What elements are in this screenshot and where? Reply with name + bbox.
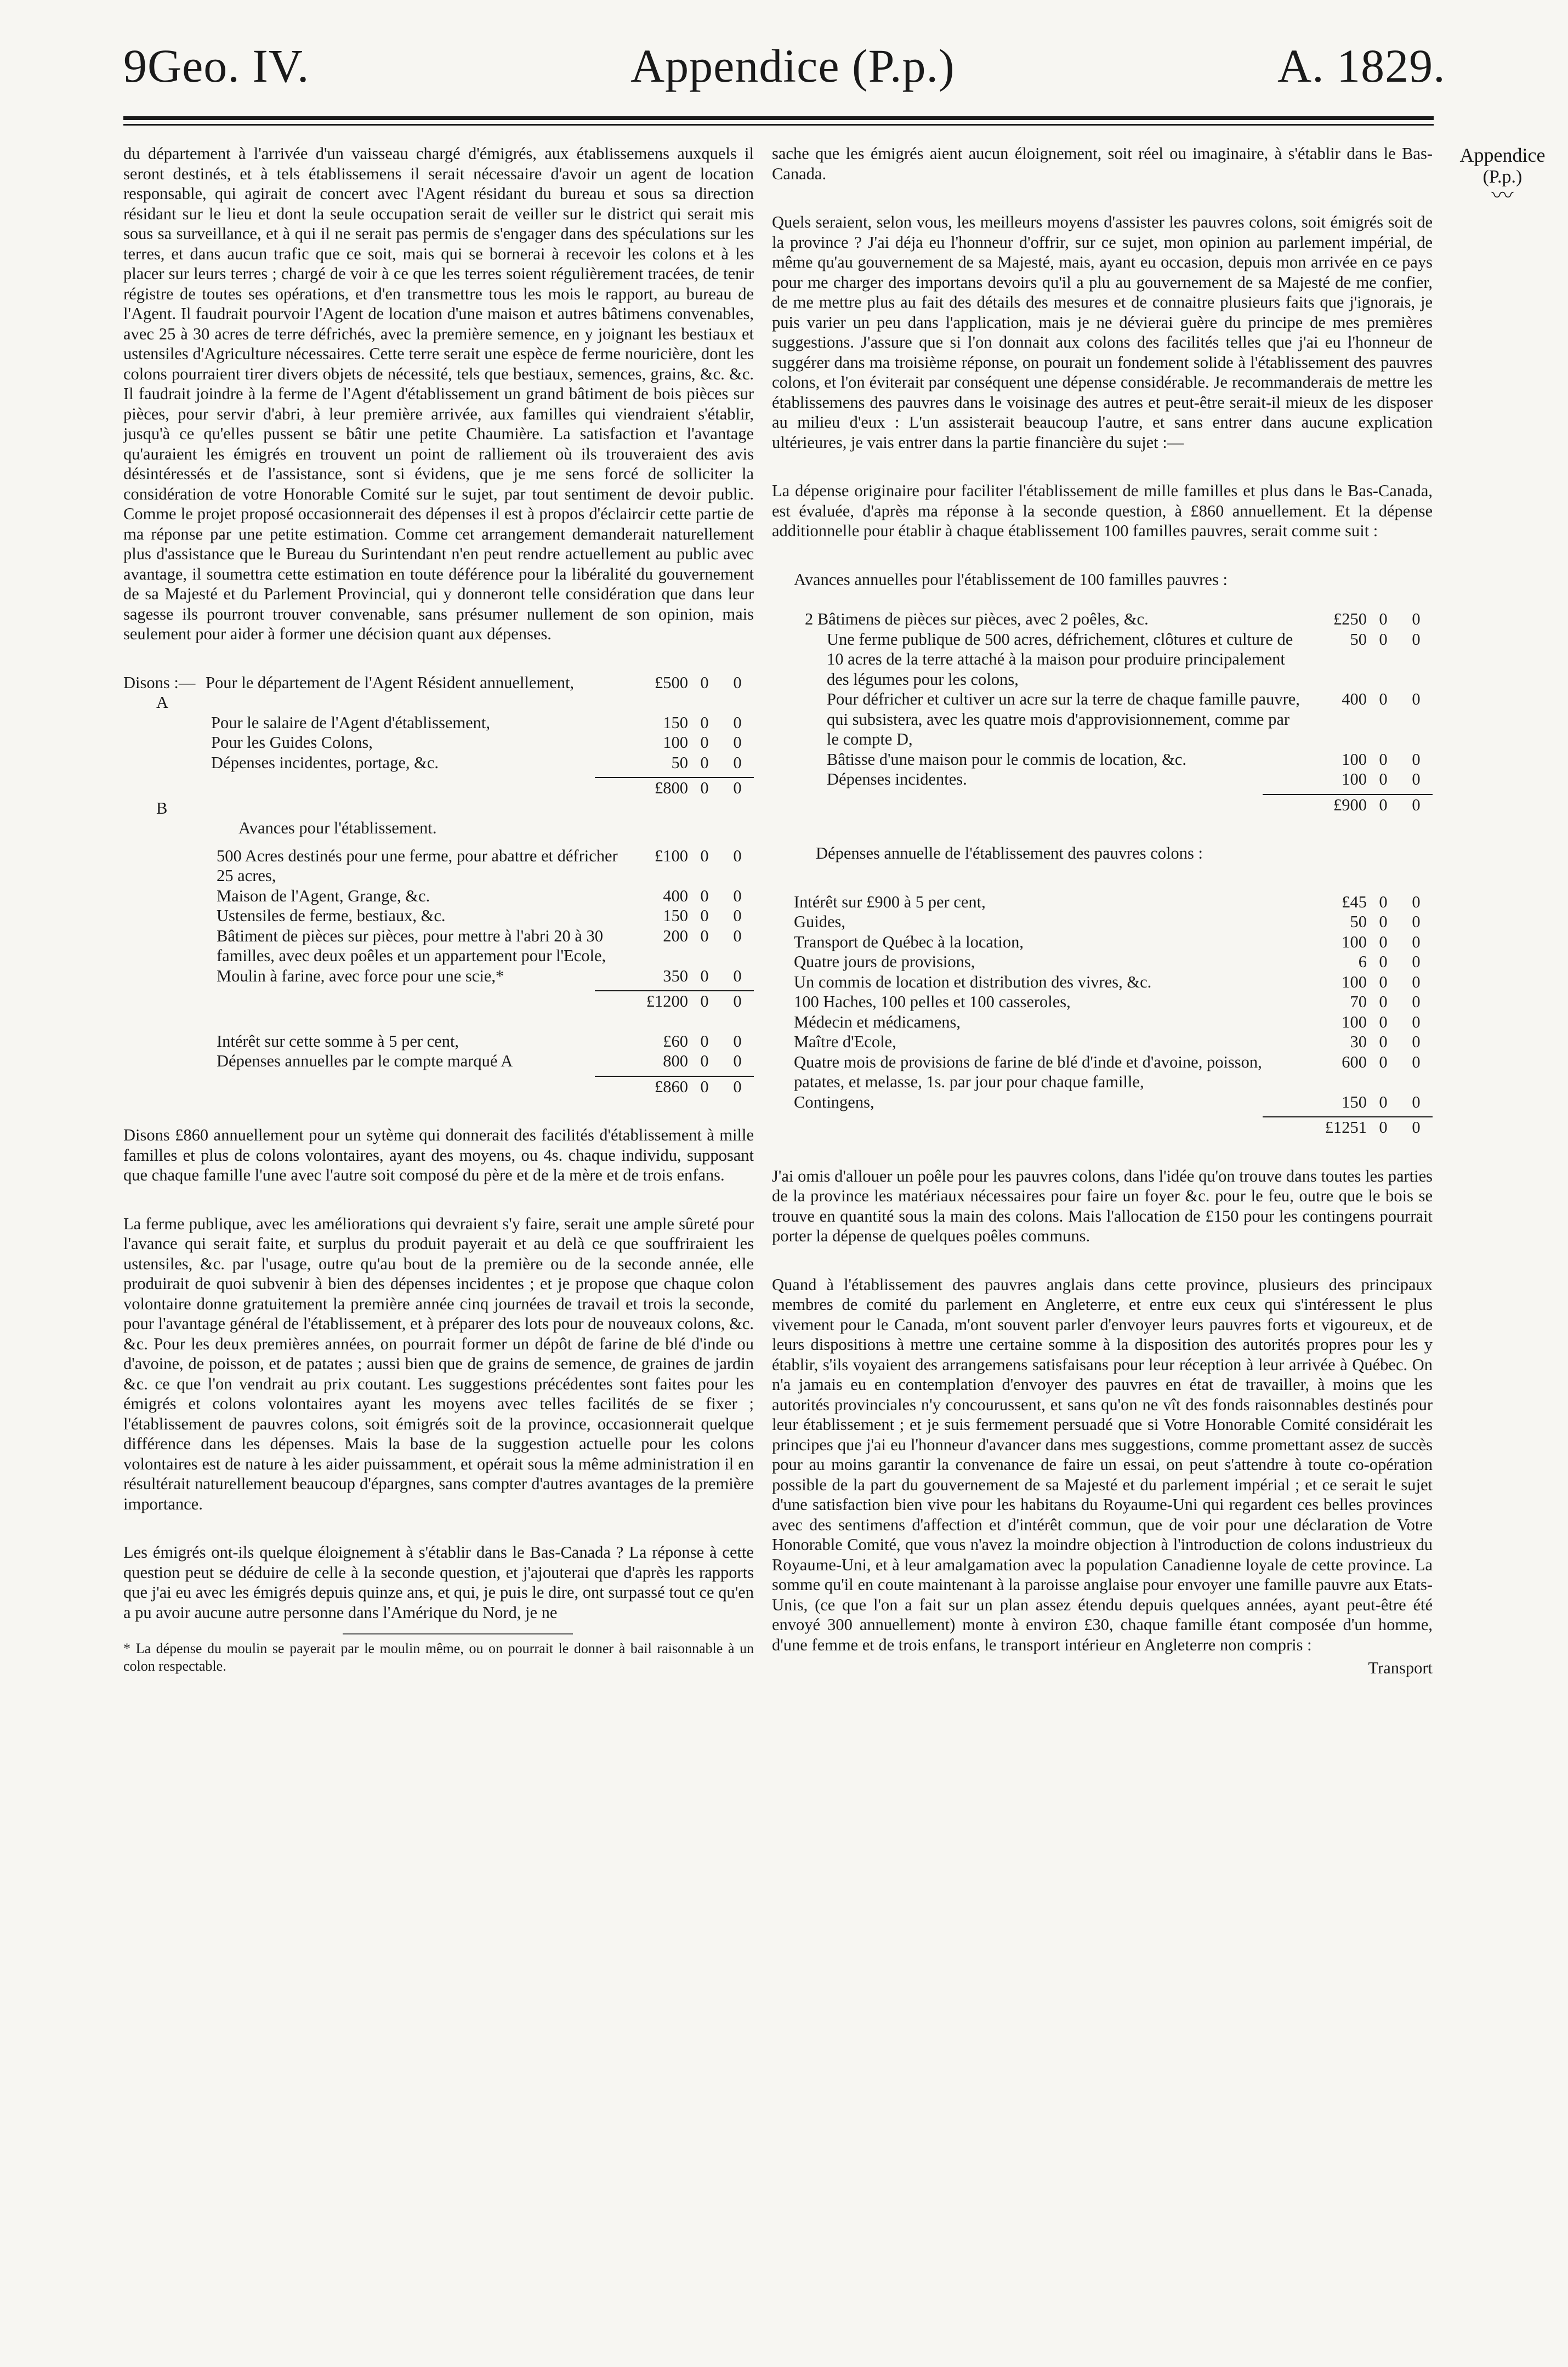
- table-shillings: 0: [700, 926, 709, 945]
- table-amount: 6: [1358, 952, 1367, 971]
- table-shillings: 0: [1379, 750, 1388, 769]
- left-column: [123, 144, 754, 1675]
- table-desc: Pour le salaire de l'Agent d'établissement,: [211, 713, 491, 732]
- table-amount: 100: [1342, 1012, 1367, 1031]
- table-desc: Transport de Québec à la location,: [794, 932, 1024, 951]
- table-pence: 0: [1412, 1052, 1421, 1071]
- table-row: [772, 932, 1433, 952]
- table-shillings: 0: [700, 1077, 709, 1096]
- table-amount: £860: [655, 1077, 688, 1096]
- table-amount: 100: [663, 733, 688, 752]
- avances-title: Avances annuelles pour l'établissement de 100 familles pauvres :: [794, 570, 1228, 589]
- table-shillings: 0: [1379, 1052, 1388, 1071]
- marginal-title: Appendice: [1459, 144, 1546, 166]
- table-amount: 400: [663, 886, 688, 905]
- table-pence: 0: [1412, 770, 1421, 788]
- table-desc: Pour le département de l'Agent Résident annuellement,: [206, 673, 575, 692]
- marginal-sub: (P.p.): [1482, 167, 1522, 187]
- table-shillings: 0: [1379, 610, 1388, 628]
- table-desc: 2 Bâtimens de pièces sur pièces, avec 2 poêles, &c.: [805, 610, 1149, 628]
- table-row: [123, 906, 754, 926]
- intro-paragraph: du département à l'arrivée d'un vaisseau chargé d'émigrés, aux établissemens auxquels il seront destinés, et à tels établissemens il serait nécessaire d'avoir un agent de location responsable, qui agirait de concert avec l'Agent résidant du bureau et sous sa direction résidant sur le lieu et dont la seule occupation serait de veiller sur le district qui serait mis sous sa surveillance, et à qui il ne serait pas permis de s'engager dans des spéculations sur les terres, et dans aucun trafic que ce soit, mais qui se bornerai à recevoir les colons et à les placer sur leurs terres ; chargé de voir à ce que les terres soient régulièrement tracées, de tenir régistre de toutes ses opérations, et d'en transmettre tous les mois le rapport, au bureau de l'Agent. Il faudrait pourvoir l'Agent de location d'une maison et autres bâtimens convenables, avec 25 à 30 acres de terre défrichés, avec la première semence, en y joignant les bestiaux et ustensiles d'Agriculture nécessaires. Cette terre serait une espèce de ferme nouricière, dont les colons pourraient tirer divers objets de nécessité, tels que bestiaux, semences, grains, &c. &c. Il faudrait joindre à la ferme de l'Agent d'établissement un grand bâtiment de bois pièces sur pièces, pour servir d'abri, à leur première arrivée, aux familles qui viendraient s'établir, jusqu'à ce qu'elles pussent se bâtir une petite Chaumière. La satisfaction et l'avantage qu'auraient les émigrés en trouvent un point de ralliement où ils trouveraient des avis désintéressés et de l'assistance, sont si évidens, que je me sens forcé de solliciter la considération de votre Honorable Comité sur le sujet, par tout sentiment de devoir public. Comme le projet proposé occasionnerait des dépenses il est à propos d'éclaircir cette partie de ma réponse par une petite estimation. Comme cet arrangement demanderait naturellement plus d'assistance que le Bureau du Surintendant n'en peut rendre actuellement au public avec avantage, il soumettra cette estimation en toute déférence pour la libéralité du gouvernement de sa Majesté et du Parlement Provincial, qui y donneront telle considération que dans leur sagesse ils pourront trouver convenable, sans présumer nullement de son opinion, mais seulement pour aider à former une décision quant aux dépenses.: [123, 144, 754, 643]
- table-row: [772, 892, 1433, 912]
- table-shillings: 0: [1379, 1012, 1388, 1031]
- table-pence: 0: [1412, 1012, 1421, 1031]
- table-pence: 0: [733, 673, 742, 692]
- table-amount: 200: [663, 926, 688, 945]
- table-desc: Intérêt sur £900 à 5 per cent,: [794, 892, 986, 911]
- table-amount: £800: [655, 779, 688, 797]
- table-desc: Moulin à farine, avec force pour une scie,*: [217, 966, 504, 985]
- table-amount: £60: [663, 1031, 688, 1051]
- flourish-icon: 〰: [1491, 183, 1514, 208]
- table-desc: Un commis de location et distribution des vivres, &c.: [794, 972, 1152, 991]
- table-shillings: 0: [700, 713, 709, 732]
- table-row: [772, 992, 1433, 1012]
- table-desc: Bâtisse d'une maison pour le commis de location, &c.: [827, 750, 1187, 769]
- table-shillings: 0: [700, 846, 709, 865]
- table-desc: Pour défricher et cultiver un acre sur la terre de chaque famille pauvre, qui subsistera, avec les quatre mois d'approvisionnement, comme par le compte D,: [827, 690, 1300, 748]
- table-amount: 100: [1342, 972, 1367, 991]
- table-shillings: 0: [1379, 972, 1388, 991]
- table-amount: 100: [1342, 770, 1367, 788]
- table-pence: 0: [733, 966, 742, 985]
- table-row: [123, 886, 754, 906]
- table-pence: 0: [733, 886, 742, 905]
- table-desc: Ustensiles de ferme, bestiaux, &c.: [217, 906, 446, 925]
- table-shillings: 0: [1379, 932, 1388, 951]
- header-center: Appendice (P.p.): [630, 39, 955, 92]
- table-pence: 0: [1412, 972, 1421, 991]
- table-shillings: 0: [1379, 1032, 1388, 1051]
- table-row: [123, 673, 754, 693]
- table-shillings: 0: [1379, 952, 1388, 971]
- table-amount: £45: [1342, 892, 1367, 911]
- header-rule-thick: [123, 116, 1434, 120]
- table-desc: Quatre jours de provisions,: [794, 952, 975, 971]
- table-pence: 0: [1412, 932, 1421, 951]
- table-total: [595, 1076, 754, 1097]
- table-row: [772, 750, 1433, 770]
- table-shillings: 0: [700, 886, 709, 905]
- table-pence: 0: [1412, 952, 1421, 971]
- table-desc: 100 Haches, 100 pelles et 100 casseroles,: [794, 992, 1071, 1011]
- table-total: [1263, 794, 1433, 815]
- table-shillings: 0: [1379, 795, 1388, 814]
- table-shillings: 0: [1379, 912, 1388, 931]
- table-amount: 600: [1342, 1052, 1367, 1071]
- table-row: [123, 846, 754, 886]
- table-row: [123, 753, 754, 773]
- table-pence: 0: [1412, 912, 1421, 931]
- table-shillings: 0: [1379, 992, 1388, 1011]
- table-shillings: 0: [700, 753, 709, 772]
- table-row: [772, 1012, 1433, 1032]
- table-row: [123, 966, 754, 986]
- table-pence: 0: [733, 1052, 742, 1070]
- table-amount: £1200: [646, 992, 688, 1011]
- emigres-paragraph: Les émigrés ont-ils quelque éloignement à s'établir dans le Bas-Canada ? La réponse à cette question peut se déduire de celle à la seconde question, et j'ajouterai que d'après les rapports que j'ai eu avec les émigrés depuis quinze ans, et qui, je puis le dire, ont surpassé tout ce qu'en a pu avoir aucune autre personne dans l'Amérique du Nord, je ne: [123, 1543, 754, 1622]
- table-amount: £500: [655, 673, 688, 692]
- table-desc: Contingens,: [794, 1092, 874, 1111]
- table-row: [772, 769, 1433, 790]
- table-shillings: 0: [700, 906, 709, 925]
- header-right: A. 1829.: [1277, 39, 1446, 92]
- table-pence: 0: [1412, 1032, 1421, 1051]
- table-pence: 0: [1412, 750, 1421, 769]
- table-shillings: 0: [1379, 1118, 1388, 1137]
- table-shillings: 0: [700, 992, 709, 1011]
- header-left: 9Geo. IV.: [123, 39, 310, 92]
- table-row: [123, 1031, 754, 1052]
- table-desc: 500 Acres destinés pour une ferme, pour abattre et défricher 25 acres,: [217, 846, 618, 885]
- table-row: [123, 1051, 754, 1071]
- table-row: [772, 1092, 1433, 1112]
- sache-paragraph: sache que les émigrés aient aucun éloignement, soit réel ou imaginaire, à s'établir dans le Bas-Canada.: [772, 144, 1433, 183]
- table-shillings: 0: [1379, 629, 1388, 649]
- omis-paragraph: J'ai omis d'allouer un poêle pour les pauvres colons, dans l'idée qu'on trouve dans toutes les parties de la province les matériaux nécessaires pour faire un foyer &c. pour le feu, outre que le bois se trouve en quantité sous la main des colons. Mais l'allocation de £150 pour les contingens pourrait porter la dépense de quelques poêles communs.: [772, 1166, 1433, 1245]
- quand-paragraph: Quand à l'établissement des pauvres anglais dans cette province, plusieurs des principaux membres de comité du parlement en Angleterre, et entre eux ceux qui s'intéressent le plus vivement pour le Canada, m'ont souvent parler d'envoyer leurs pauvres forts et vigoureux, et de leurs dispositions à mettre une certaine somme à la disposition des autorités propres pour les y établir, s'ils voyaient des arrangemens satisfaisans pour leur réception à leur arrivée à Québec. On n'a jamais eu en contemplation d'envoyer des pauvres en état de travailler, à moins que les autorités provinciales n'y concourussent, et sans qu'on ne vît des fonds raisonnables destinés pour leur établissement ; et je suis fermement persuadé que si Votre Honorable Comité considérait les principes que j'ai eu l'honneur d'avancer dans mes suggestions, comme promettant assez de succès pour au moins garantir la convenance de faire un essai, on peut s'attendre à toute co-opération possible de la part du gouvernement de sa Majesté et du parlement impérial ; et ce serait le sujet d'une satisfaction bien vive pour les habitans du Royaume-Uni qui regardent ces belles provinces avec des sentimens d'affection et d'intérêt commun, que de voir pour une déclaration de Votre Honorable Comité, que vous n'avez la moindre objection à l'introduction de colons industrieux du Royaume-Uni, et à leur amalgamation avec la population Canadienne loyale de cette province. La somme qu'il en coute maintenant à la paroisse anglaise pour envoyer une famille pauvre aux Etats-Unis, (ce que l'on a fait sur un plan assez étendu depuis quelques années, ayant peut-être été envoyé 300 annuellement) monte à environ £30, chaque famille étant composée d'un homme, d'une femme et de trois enfans, le transport intérieur en Angleterre non compris :: [772, 1275, 1433, 1654]
- table-desc: Bâtiment de pièces sur pièces, pour mettre à l'abri 20 à 30 familles, avec deux poêles et un appartement pour l'Ecole,: [217, 926, 606, 965]
- table-shillings: 0: [700, 966, 709, 985]
- disons-prefix: Disons :—: [123, 673, 196, 692]
- table-pence: 0: [1412, 629, 1421, 649]
- table-pence: 0: [733, 713, 742, 732]
- table-desc: Guides,: [794, 912, 846, 931]
- depense-paragraph: La dépense originaire pour faciliter l'établissement de mille familles et plus dans le Bas-Canada, est évaluée, d'après ma réponse à la seconde question, à £860 annuellement. Et la dépense additionnelle pour établir à chaque établissement 100 familles pauvres, serait comme suit :: [772, 481, 1433, 540]
- table-amount: 100: [1342, 932, 1367, 951]
- label-b: B: [156, 798, 168, 818]
- table-row: [772, 609, 1433, 629]
- table-desc: Dépenses incidentes.: [827, 770, 967, 788]
- table-amount: 150: [1342, 1092, 1367, 1111]
- table-pence: 0: [733, 992, 742, 1011]
- table-amount: 50: [1350, 912, 1367, 931]
- table-shillings: 0: [700, 1052, 709, 1070]
- table-desc: Médecin et médicamens,: [794, 1012, 961, 1031]
- table-amount: £100: [655, 846, 688, 865]
- table-amount: 50: [671, 753, 688, 772]
- table-pence: 0: [1412, 1092, 1421, 1111]
- table-shillings: 0: [700, 1031, 709, 1051]
- footnote-rule: [343, 1633, 573, 1634]
- table-pence: 0: [1412, 992, 1421, 1011]
- table-shillings: 0: [1379, 690, 1388, 708]
- table-pence: 0: [1412, 1118, 1421, 1137]
- table-desc: Intérêt sur cette somme à 5 per cent,: [217, 1031, 459, 1051]
- table-total: [595, 777, 754, 798]
- table-shillings: 0: [1379, 892, 1388, 911]
- table-pence: 0: [733, 753, 742, 772]
- table-amount: 30: [1350, 1032, 1367, 1051]
- table-row: [772, 629, 1433, 690]
- table-pence: 0: [733, 906, 742, 925]
- table-row: [772, 1032, 1433, 1052]
- table-amount: 800: [663, 1052, 688, 1070]
- table-row: [772, 972, 1433, 992]
- table-row: [772, 1052, 1433, 1092]
- table-pence: 0: [733, 779, 742, 797]
- table-amount: 70: [1350, 992, 1367, 1011]
- table-pence: 0: [1412, 690, 1421, 708]
- table-shillings: 0: [700, 779, 709, 797]
- table-amount: 400: [1342, 690, 1367, 708]
- table-pence: 0: [1412, 795, 1421, 814]
- table-pence: 0: [733, 846, 742, 865]
- table-shillings: 0: [700, 733, 709, 752]
- table-pence: 0: [733, 926, 742, 945]
- table-desc: Pour les Guides Colons,: [211, 733, 373, 752]
- footnote: * La dépense du moulin se payerait par le moulin même, ou on pourrait le donner à bail raisonnable à un colon respectable.: [123, 1641, 754, 1674]
- table-row: [123, 926, 754, 966]
- table-desc: Une ferme publique de 500 acres, défrichement, clôtures et culture de 10 acres de la terre attaché à la maison pour produire principalement des légumes pour les colons,: [827, 629, 1293, 689]
- label-a: A: [156, 693, 169, 712]
- table-pence: 0: [1412, 610, 1421, 628]
- table-pence: 0: [733, 733, 742, 752]
- table-amount: 100: [1342, 750, 1367, 769]
- table-desc: Maître d'Ecole,: [794, 1032, 896, 1051]
- table-row: [772, 912, 1433, 932]
- table-row: [123, 713, 754, 733]
- table-desc: Dépenses incidentes, portage, &c.: [211, 753, 439, 772]
- table-amount: 150: [663, 906, 688, 925]
- table-total: [1263, 1116, 1433, 1138]
- table-amount: £900: [1333, 795, 1367, 814]
- catchword: Transport: [1368, 1659, 1433, 1677]
- table-amount: £250: [1333, 610, 1367, 628]
- table-total: [595, 990, 754, 1012]
- table-amount: £1251: [1325, 1118, 1367, 1137]
- marginal-note: [1441, 144, 1564, 208]
- table-amount: 350: [663, 966, 688, 985]
- table-amount: 150: [663, 713, 688, 732]
- table-row: [123, 733, 754, 753]
- table-desc: Quatre mois de provisions de farine de blé d'inde et d'avoine, poisson, patates, et melasse, 1s. par jour pour chaque famille,: [794, 1052, 1262, 1091]
- table-desc: Dépenses annuelles par le compte marqué A: [217, 1052, 513, 1070]
- table-row: [772, 952, 1433, 972]
- disons-paragraph: Disons £860 annuellement pour un sytème qui donnerait des facilités d'établissement à mille familles et plus de colons volontaires, ayant des moyens, ou 4s. chaque individu, supposant que chaque famille l'une avec l'autre soit composé du père et de la mère et de trois enfans.: [123, 1126, 754, 1184]
- depenses-title: Dépenses annuelle de l'établissement des pauvres colons :: [816, 844, 1203, 862]
- quels-paragraph: Quels seraient, selon vous, les meilleurs moyens d'assister les pauvres colons, soit émigrés soit de la province ? J'ai déja eu l'honneur d'offrir, sur ce sujet, mon opinion au parlement impérial, de même qu'au gouvernement de sa Majesté, mais, ayant eu occasion, depuis mon arrivée en ce pays pour me charger des importans devoirs qu'il a plu au gouvernement de sa Majesté de me confier, de me mettre plus au fait des détails des mesures et de connaitre plusieurs faits que j'ignorais, je puis varier un peu dans l'application, mais je ne dévierai guère du principe de mes premières suggestions. J'assure que si l'on donnait aux colons des facilités telles que j'ai eu l'honneur de suggérer dans ma troisième réponse, on pourait un fondement solide à l'établissement des pauvres colons, et l'on éviterait par conséquent une dépense considérable. Je recommanderais de mettre les établissemens des pauvres dans le voisinage des autres et peut-être serait-il mieux de les disposer au milieu d'eux : L'un assisterait beaucoup l'autre, et sans entrer dans aucune explication ultérieures, je vais entrer dans la partie financière du sujet :—: [772, 213, 1433, 452]
- table-shillings: 0: [1379, 1092, 1388, 1111]
- table-shillings: 0: [1379, 770, 1388, 788]
- table-pence: 0: [733, 1031, 742, 1051]
- right-column: [772, 144, 1433, 1678]
- table-shillings: 0: [700, 673, 709, 692]
- table-amount: 50: [1350, 629, 1367, 649]
- avances-title: Avances pour l'établissement.: [238, 819, 437, 837]
- table-row: [772, 689, 1433, 750]
- table-pence: 0: [1412, 892, 1421, 911]
- ferme-paragraph: La ferme publique, avec les améliorations qui devraient s'y faire, serait une ample sûreté pour l'avance qui serait faite, et surplus du produit payerait et au delà ce que souffriraient les ustensiles, &c. par l'usage, outre qu'au bout de la première ou de la seconde année, elle produirait de quoi subvenir à bien des dépenses incidentes ; et je propose que chaque colon volontaire donne gratuitement la première année cinq journées de travail et trois la seconde, pour l'avantage général de l'établissement, et à préparer des lots pour de nouveaux colons, &c. &c. Pour les deux premières années, on pourrait former un dépôt de farine de blé d'inde ou d'avoine, de poisson, et de patates ; aussi bien que de grains de semence, de graines de jardin &c. ce que l'on vendrait au prix coutant. Les suggestions précédentes sont faites pour les émigrés et colons volontaires ayant les moyens avec telles facilités de se fixer ; l'établissement de pauvres colons, soit émigrés soit de la province, occasionnerait quelque différence dans les dépenses. Mais la base de la suggestion actuelle pour les colons volontaires est de nature à les aider puissamment, et opérait sous la même administration il en résultérait naturellement beaucoup d'épargnes, sans compter d'autres avantages de la première importance.: [123, 1214, 754, 1513]
- table-pence: 0: [733, 1077, 742, 1096]
- table-desc: Maison de l'Agent, Grange, &c.: [217, 886, 430, 905]
- header-rule-thin: [123, 124, 1434, 126]
